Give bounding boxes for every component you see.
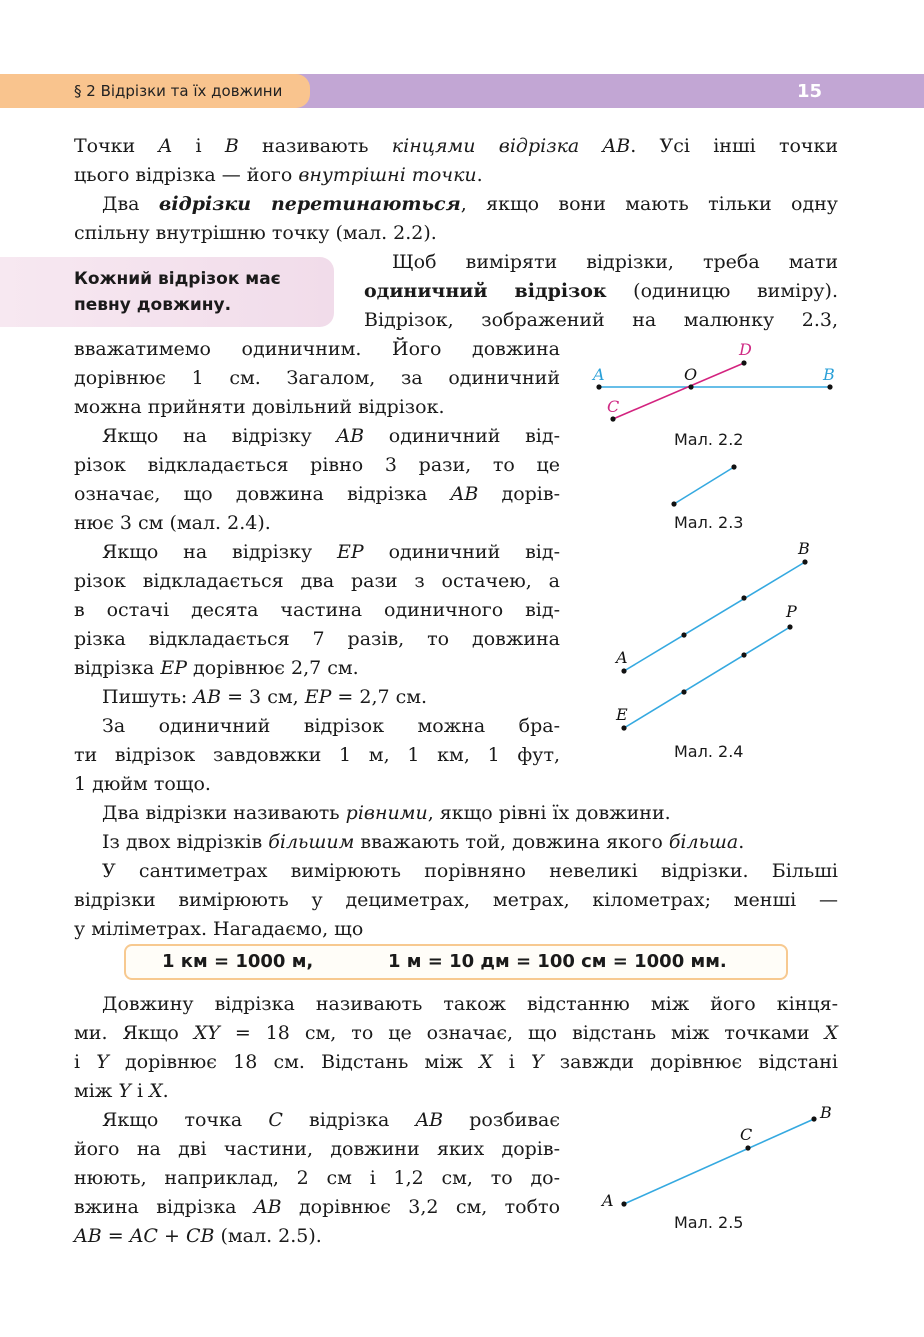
label-p: P	[786, 602, 797, 621]
tick-ab-1	[681, 632, 686, 637]
paragraph-7-line-2: ти відрізок завдовжки 1 м, 1 км, 1 фут,	[74, 744, 560, 766]
paragraph-11-line-2: ми. Якщо XY = 18 см, то це означає, що відстань між точками X	[74, 1022, 838, 1044]
paragraph-11-line-1: Довжину відрізка називають також відстанню між його кінця-	[102, 993, 838, 1015]
formula-km: 1 км = 1000 м,	[162, 951, 314, 972]
segment-ab-measured	[624, 562, 805, 671]
paragraph-2-line-2: спільну внутрішню точку (мал. 2.2).	[74, 222, 437, 244]
paragraph-12-line-2: його на дві частини, довжини яких дорів-	[74, 1138, 560, 1160]
figure-2-4	[600, 535, 830, 735]
unit-segment	[674, 467, 734, 504]
paragraph-3-line-6: можна прийняти довільний відрізок.	[74, 396, 445, 418]
paragraph-8: Два відрізки називають рівними, якщо рівні їх довжини.	[102, 802, 671, 824]
paragraph-5-line-3: в остачі десята частина одиничного від-	[74, 599, 560, 621]
formula-m: 1 м = 10 дм = 100 см = 1000 мм.	[388, 951, 727, 972]
paragraph-4-line-3: означає, що довжина відрізка AB дорів-	[74, 483, 560, 505]
paragraph-12-line-3: нюють, наприклад, 2 см і 1,2 см, то до-	[74, 1167, 560, 1189]
section-title: § 2 Відрізки та їх довжини	[0, 74, 310, 108]
units-formula-box	[124, 944, 788, 980]
callout-text: Кожний відрізок має певну довжину.	[74, 269, 281, 315]
paragraph-4-line-1: Якщо на відрізку AB одиничний від-	[102, 425, 560, 447]
page-number: 15	[796, 81, 822, 102]
point-e	[621, 725, 626, 730]
paragraph-7-line-3: 1 дюйм тощо.	[74, 773, 211, 795]
tick-ab-2	[741, 595, 746, 600]
unit-segment-start	[671, 501, 676, 506]
point-c	[745, 1145, 750, 1150]
point-d	[741, 360, 746, 365]
paragraph-10-line-1: У сантиметрах вимірюють порівняно невеликі відрізки. Більші	[102, 860, 838, 882]
label-a: A	[602, 1191, 614, 1210]
paragraph-10-line-2: відрізки вимірюють у дециметрах, метрах, кілометрах; менші —	[74, 889, 838, 911]
tick-ep-2	[741, 652, 746, 657]
paragraph-1-line-2: цього відрізка — його внутрішні точки.	[74, 164, 483, 186]
figure-2-5	[596, 1100, 846, 1212]
label-d: D	[739, 340, 752, 359]
caption-2-2: Мал. 2.2	[674, 430, 744, 449]
paragraph-4-line-4: нює 3 см (мал. 2.4).	[74, 512, 271, 534]
label-b: B	[798, 539, 810, 558]
figure-2-2	[580, 335, 850, 435]
paragraph-5-line-2: різок відкладається два рази з остачею, а	[74, 570, 560, 592]
label-b: B	[823, 365, 835, 384]
paragraph-6: Пишуть: AB = 3 см, EP = 2,7 см.	[102, 686, 428, 708]
point-c	[610, 416, 615, 421]
paragraph-7-line-1: За одиничний відрізок можна бра-	[102, 715, 560, 737]
paragraph-3-line-1: Щоб виміряти відрізки, треба мати	[392, 251, 838, 273]
paragraph-12-line-1: Якщо точка C відрізка AB розбиває	[102, 1109, 560, 1131]
paragraph-12-line-4: вжина відрізка AB дорівнює 3,2 см, тобто	[74, 1196, 561, 1218]
point-a	[621, 1201, 626, 1206]
label-b: B	[820, 1103, 832, 1122]
paragraph-3-line-2: одиничний відрізок (одиницю виміру).	[364, 280, 838, 302]
paragraph-11-line-4: між Y і X.	[74, 1080, 169, 1102]
paragraph-2-line-1: Два відрізки перетинаються, якщо вони мають тільки одну	[102, 193, 838, 215]
paragraph-5-line-5: відрізка EP дорівнює 2,7 см.	[74, 657, 359, 679]
paragraph-10-line-3: у міліметрах. Нагадаємо, що	[74, 918, 364, 940]
label-c: C	[607, 397, 620, 416]
label-a: A	[616, 648, 628, 667]
segment-ab	[624, 1119, 814, 1204]
point-b	[827, 384, 832, 389]
tick-ep-1	[681, 689, 686, 694]
segment-ep-measured	[624, 627, 790, 728]
paragraph-5-line-4: різка відкладається 7 разів, то довжина	[74, 628, 560, 650]
point-p	[787, 624, 792, 629]
caption-2-4: Мал. 2.4	[674, 742, 744, 761]
caption-2-3: Мал. 2.3	[674, 513, 744, 532]
paragraph-11-line-3: і Y дорівнює 18 см. Відстань між X і Y завжди дорівнює відстані	[74, 1051, 838, 1073]
label-e: E	[616, 705, 628, 724]
paragraph-12-line-5: AB = AC + CB (мал. 2.5).	[74, 1225, 322, 1247]
paragraph-4-line-2: різок відкладається рівно 3 рази, то це	[74, 454, 560, 476]
unit-segment-end	[731, 464, 736, 469]
point-a	[621, 668, 626, 673]
caption-2-5: Мал. 2.5	[674, 1213, 744, 1232]
paragraph-1-line-1: Точки A і B називають кінцями відрізка AB. Усі інші точки	[74, 135, 839, 157]
label-a: A	[593, 365, 605, 384]
point-b	[802, 559, 807, 564]
segment-cd	[613, 363, 744, 419]
paragraph-5-line-1: Якщо на відрізку EP одиничний від-	[102, 541, 561, 563]
label-o: O	[684, 365, 698, 384]
paragraph-3-line-5: дорівнює 1 см. Загалом, за одиничний	[74, 367, 560, 389]
label-c: C	[740, 1125, 753, 1144]
point-b	[811, 1116, 816, 1121]
point-o	[688, 384, 693, 389]
paragraph-3-line-4: вважатимемо одиничним. Його довжина	[74, 338, 560, 360]
figure-2-3	[660, 458, 750, 514]
paragraph-9: Із двох відрізків більшим вважають той, довжина якого більша.	[102, 831, 745, 853]
paragraph-3-line-3: Відрізок, зображений на малюнку 2.3,	[364, 309, 838, 331]
point-a	[596, 384, 601, 389]
